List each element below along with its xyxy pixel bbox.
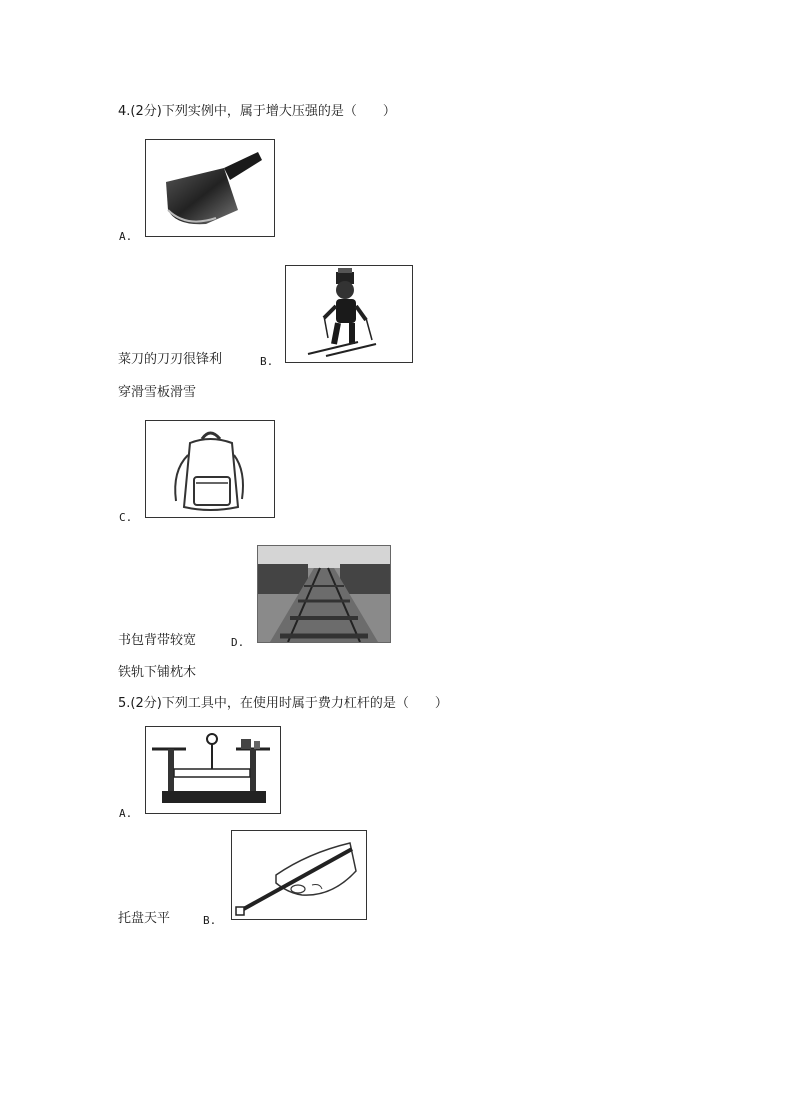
option-4c-caption: 书包背带较宽 — [118, 633, 197, 648]
option-4c-letter: C. — [119, 511, 133, 524]
backpack-icon — [146, 421, 274, 517]
option-4c-image — [145, 420, 275, 518]
option-4d-image — [257, 545, 391, 643]
option-5b-image — [231, 830, 367, 920]
option-5a-image — [145, 726, 281, 814]
pen-hand-icon — [232, 831, 366, 919]
balance-scale-icon — [146, 727, 280, 813]
option-5a-caption: 托盘天平 — [118, 911, 171, 926]
question-points: (2分) — [130, 696, 162, 711]
option-4b-caption: 穿滑雪板滑雪 — [118, 385, 197, 400]
cleaver-icon — [146, 140, 274, 236]
question-stem: 下列工具中，在使用时属于费力杠杆的是（ ） — [161, 696, 448, 711]
option-5b-letter: B. — [203, 914, 217, 927]
skier-icon — [286, 266, 412, 362]
railway-track-icon — [258, 546, 390, 642]
option-5a-letter: A. — [119, 807, 133, 820]
option-4d-caption: 铁轨下铺枕木 — [118, 665, 197, 680]
question-5-header — [118, 696, 448, 712]
option-4a-caption: 菜刀的刀刃很锋利 — [118, 352, 223, 367]
question-stem: 下列实例中，属于增大压强的是（ ） — [161, 104, 396, 119]
question-number: 4. — [118, 104, 131, 119]
question-number: 5. — [118, 696, 131, 711]
option-4d-letter: D. — [231, 636, 245, 649]
option-4b-image — [285, 265, 413, 363]
question-4-header — [118, 104, 396, 120]
question-points: (2分) — [130, 104, 162, 119]
option-4b-letter: B. — [260, 355, 274, 368]
option-4a-letter: A. — [119, 230, 133, 243]
option-4a-image — [145, 139, 275, 237]
